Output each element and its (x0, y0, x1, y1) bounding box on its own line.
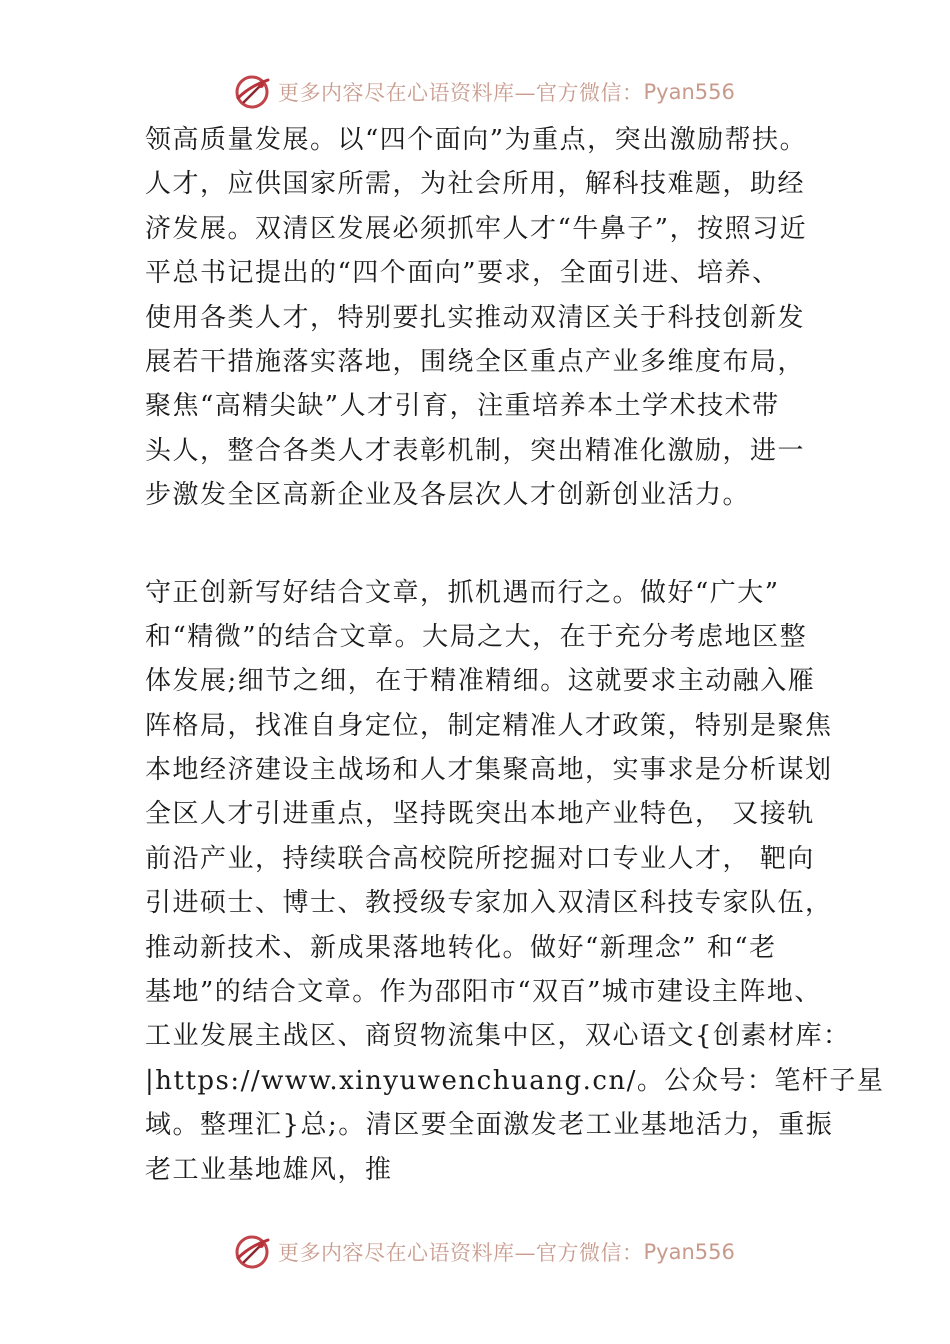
text-line: 守正创新写好结合文章，抓机遇而行之。做好“广大” (145, 577, 780, 608)
text-line: 平总书记提出的“四个面向”要求，全面引进、培养、 (145, 258, 780, 289)
text-line: 引进硕士、博士、教授级专家加入双清区科技专家队伍， (145, 888, 833, 919)
text-line: 领高质量发展。以“四个面向”为重点，突出激励帮扶。 (145, 125, 808, 155)
paragraph-1 (145, 118, 845, 518)
text-line: 推动新技术、新成果落地转化。做好“新理念” 和“老 (145, 932, 777, 963)
logo-icon (232, 1232, 272, 1272)
text-line: 聚焦“高精尖缺”人才引育，注重培养本土学术技术带 (145, 391, 780, 422)
text-line: 域。整理汇}总;。清区要全面激发老工业基地活力，重振 (145, 1110, 834, 1141)
text-line: 人才，应供国家所需，为社会所用，解科技难题，助经 (145, 169, 806, 200)
text-line: 使用各类人才，特别要扎实推动双清区关于科技创新发 (145, 302, 806, 333)
text-line: 全区人才引进重点，坚持既突出本地产业特色， 又接轨 (145, 799, 815, 830)
text-line: 阵格局，找准自身定位，制定精准人才政策，特别是聚焦 (145, 710, 833, 741)
header-watermark (232, 70, 735, 114)
text-line: 头人，整合各类人才表彰机制，突出精准化激励，进一 (145, 435, 806, 466)
text-line: 体发展;细节之细，在于精准精细。这就要求主动融入雁 (145, 666, 816, 697)
text-line: 和“精微”的结合文章。大局之大，在于充分考虑地区整 (145, 621, 808, 652)
text-line: 前沿产业，持续联合高校院所挖掘对口专业人才， 靶向 (145, 843, 815, 874)
text-line: 济发展。双清区发展必须抓牢人才“牛鼻子”，按照习近 (145, 213, 808, 244)
document-body (145, 118, 885, 1192)
footer-text: 更多内容尽在心语资料库—官方微信： (278, 1241, 644, 1265)
text-line: |https://www.xinyuwenchuang.cn/。公众号：笔杆子星 (145, 1065, 885, 1096)
text-line: 基地”的结合文章。作为邵阳市“双百”城市建设主阵地、 (145, 977, 822, 1008)
text-line: 步激发全区高新企业及各层次人才创新创业活力。 (145, 480, 751, 511)
text-line: 工业发展主战区、商贸物流集中区，双心语文{创素材库： (145, 1021, 851, 1052)
footer-account: Pyan556 (643, 1240, 735, 1264)
text-line: 老工业基地雄风，推 (145, 1154, 393, 1185)
text-line: 展若干措施落实落地，围绕全区重点产业多维度布局， (145, 346, 806, 377)
header-text: 更多内容尽在心语资料库—官方微信： (278, 81, 644, 105)
paragraph-2 (145, 571, 885, 1192)
text-line: 本地经济建设主战场和人才集聚高地，实事求是分析谋划 (145, 755, 833, 786)
header-account: Pyan556 (643, 80, 735, 104)
logo-icon (232, 72, 272, 112)
footer-watermark (232, 1230, 735, 1274)
